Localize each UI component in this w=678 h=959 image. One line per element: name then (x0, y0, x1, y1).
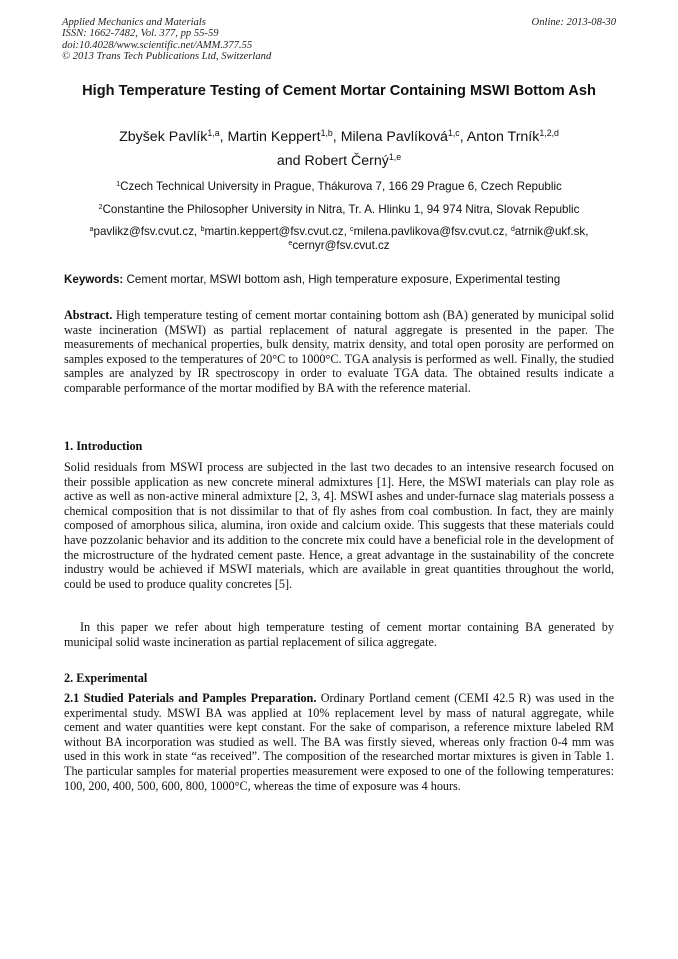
abstract-text: High temperature testing of cement mortar containing bottom ash (BA) generated by municipal solid waste incineration (MSWI) as partial replacement of natural aggregate is presented in the paper. The measurements of mechanical properties, bulk density, matrix density, and total open porosity are performed on samples exposed to the temperatures of 20°C to 1000°C. TGA analysis is performed as well. Finally, the studied samples are analyzed by IR spectroscopy in order to evaluate TGA data. The obtained results indicate a comparable performance of the mortar modified by BA with the reference material. (64, 308, 614, 395)
affiliation-number: 1 (116, 179, 121, 189)
author-name: Anton Trník (466, 129, 540, 145)
affiliation-number: 2 (98, 202, 103, 212)
email-link[interactable]: milena.pavlikova@fsv.cvut.cz, (353, 225, 508, 238)
paper-title: High Temperature Testing of Cement Mortar Containing MSWI Bottom Ash (82, 83, 596, 99)
email-marker: e (288, 238, 293, 248)
author-list: Zbyšek Pavlík$^{1,a}$, Martin Keppert$^{1,b}$, Milena Pavlíková$^{1,c}$, Anton Trník$^{1,2,d}$ and Robert Černý$^{1,e}$ (119, 128, 559, 169)
experimental-paragraph-1 (64, 691, 614, 793)
author-affil-marker: 1,2,d (539, 128, 559, 139)
email-marker: b (200, 224, 205, 234)
affiliation-text: Constantine the Philosopher University in Nitra, Tr. A. Hlinku 1, 94 974 Nitra, Slovak Republic (102, 203, 580, 216)
experimental-text: Ordinary Portland cement (CEMI 42.5 R) was used in the experimental study. MSWI BA was applied at 10% replacement level by mass of natural aggregate, while cement and water quantities were kept constant. For the sake of comparison, a reference mixture labeled RM without BA incorporation was studied as well. The BA was firstly sieved, whereas only fraction 0-4 mm was used in this work in state “as received”. The composition of the researched mortar mixtures is given in Table 1. The particular samples for material properties measurement were exposed to one of the following temperatures: 100, 200, 400, 500, 600, 800, 1000°C, whereas the time of exposure was 4 hours. (64, 691, 614, 793)
email-link[interactable]: pavlikz@fsv.cvut.cz, (93, 225, 198, 238)
section-heading-introduction: 1. Introduction (64, 439, 143, 453)
copyright-line: © 2013 Trans Tech Publications Ltd, Switzerland (62, 51, 272, 63)
section-heading-experimental: 2. Experimental (64, 671, 148, 685)
abstract-label: Abstract. (64, 308, 113, 322)
author-name: and Robert Černý (276, 153, 389, 169)
email-link[interactable]: martin.keppert@fsv.cvut.cz, (204, 225, 347, 238)
email-link[interactable]: cernyr@fsv.cvut.cz (292, 239, 390, 252)
author-name: Zbyšek Pavlík (119, 129, 208, 145)
doi-line: doi:10.4028/www.scientific.net/AMM.377.55 (62, 39, 253, 51)
issn-line: ISSN: 1662-7482, Vol. 377, pp 55-59 (62, 28, 219, 40)
online-date: Online: 2013-08-30 (531, 17, 616, 28)
email-marker: a (89, 224, 94, 234)
keywords-label: Keywords: (64, 273, 124, 286)
author-affil-marker: 1,a (207, 128, 220, 139)
introduction-paragraph-2: In this paper we refer about high temperature testing of cement mortar containing BA generated by municipal solid waste incineration as partial replacement of silica aggregate. (64, 620, 614, 649)
affiliation-1 (64, 180, 614, 193)
keywords-line (64, 273, 616, 286)
abstract-paragraph (64, 308, 614, 396)
author-name: Martin Keppert (227, 129, 321, 145)
affiliation-2 (64, 203, 614, 216)
subsection-lead: 2.1 Studied Paterials and Pamples Preparation. (64, 691, 317, 705)
author-affil-marker: 1,b (320, 128, 333, 139)
journal-name: Applied Mechanics and Materials (62, 17, 206, 28)
affiliation-text: Czech Technical University in Prague, Thákurova 7, 166 29 Prague 6, Czech Republic (120, 180, 562, 193)
author-name: Milena Pavlíková (340, 129, 448, 145)
author-emails (64, 225, 614, 253)
email-marker: c (350, 224, 354, 234)
keywords-text: Cement mortar, MSWI bottom ash, High temperature exposure, Experimental testing (126, 273, 561, 286)
email-link[interactable]: atrnik@ukf.sk, (514, 225, 589, 238)
publication-header (62, 17, 616, 63)
author-affil-marker: 1,e (388, 152, 402, 163)
introduction-paragraph-1: Solid residuals from MSWI process are subjected in the last two decades to an intensive research focused on their possible application as new concrete mineral admixtures [1]. Here, the MSWI materials can play role as active as well as non-active mineral admixture [2, 3, 4]. MSWI ashes and under-furnace slag materials possess a chemical composition that is not dissimilar to that of fly ashes from coal combustion. In fact, they are mainly composed of amorphous silica, alumina, iron oxide and calcium oxide. This suggests that these materials could have pozzolanic behavior and its addition to the concrete mix could have a beneficial role in the development of the microstructure of the hydrated cement paste. Hence, a great advantage in the sustainability of the concrete industry would be achieved if MSWI materials, which are available in great quantities throughout the world, could be used to produce quality concretes [5]. (64, 460, 614, 591)
email-marker: d (510, 224, 515, 234)
author-affil-marker: 1,c (447, 128, 460, 139)
